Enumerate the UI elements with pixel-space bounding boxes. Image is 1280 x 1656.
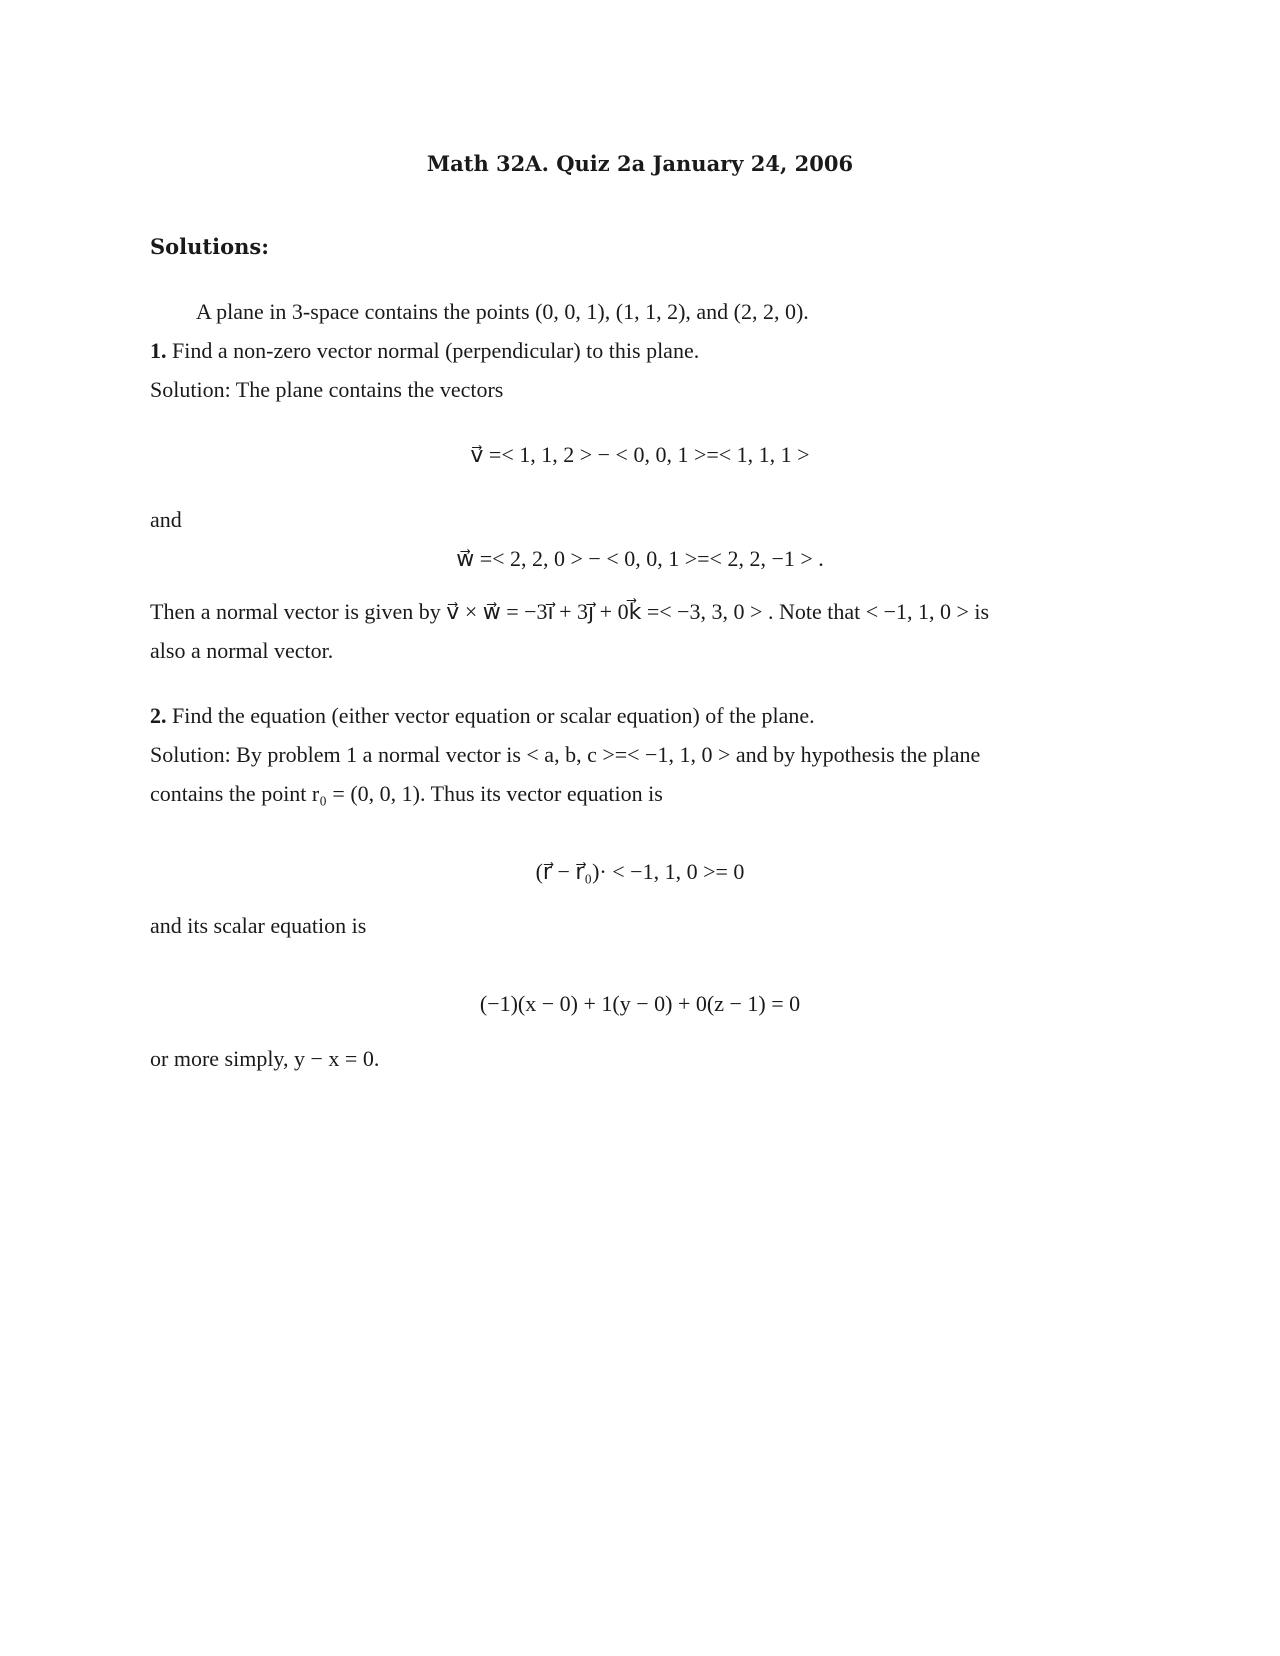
vector-equation: (r⃗ − r⃗₀)· < −1, 1, 0 >= 0 xyxy=(535,859,745,884)
question-2-text: Find the equation (either vector equation or scalar equation) of the plane. xyxy=(166,703,815,728)
equation-w: w⃗ =< 2, 2, 0 > − < 0, 0, 1 >=< 2, 2, −1 > . xyxy=(456,546,824,571)
simplified-equation: or more simply, y − x = 0. xyxy=(150,1046,380,1071)
question-2 xyxy=(150,702,815,730)
question-1-number: 1. xyxy=(150,338,167,363)
question-2-solution-line-1: Solution: By problem 1 a normal vector is < a, b, c >=< −1, 1, 0 > and by hypothesis the plane xyxy=(150,742,981,767)
scalar-equation: (−1)(x − 0) + 1(y − 0) + 0(z − 1) = 0 xyxy=(479,991,801,1016)
solutions-heading: Solutions: xyxy=(150,234,269,259)
question-1-text: Find a non-zero vector normal (perpendicular) to this plane. xyxy=(166,338,700,363)
and-text: and xyxy=(150,507,182,532)
intro-paragraph: A plane in 3-space contains the points (0, 0, 1), (1, 1, 2), and (2, 2, 0). xyxy=(196,299,809,324)
document-title: Math 32A. Quiz 2a January 24, 2006 xyxy=(426,151,854,176)
question-1 xyxy=(150,337,699,365)
normal-vector-line-1: Then a normal vector is given by v⃗ × w⃗ = −3i⃗ + 3j⃗ + 0k⃗ =< −3, 3, 0 > . Note that < −1, 1, 0 > is xyxy=(150,599,990,624)
question-1-solution-intro: Solution: The plane contains the vectors xyxy=(150,377,504,402)
equation-v: v⃗ =< 1, 1, 2 > − < 0, 0, 1 >=< 1, 1, 1 > xyxy=(470,442,810,467)
question-2-number: 2. xyxy=(150,703,167,728)
scalar-intro: and its scalar equation is xyxy=(150,913,367,938)
normal-vector-line-2: also a normal vector. xyxy=(150,638,334,663)
question-2-solution-line-2: contains the point r₀ = (0, 0, 1). Thus its vector equation is xyxy=(150,781,663,806)
